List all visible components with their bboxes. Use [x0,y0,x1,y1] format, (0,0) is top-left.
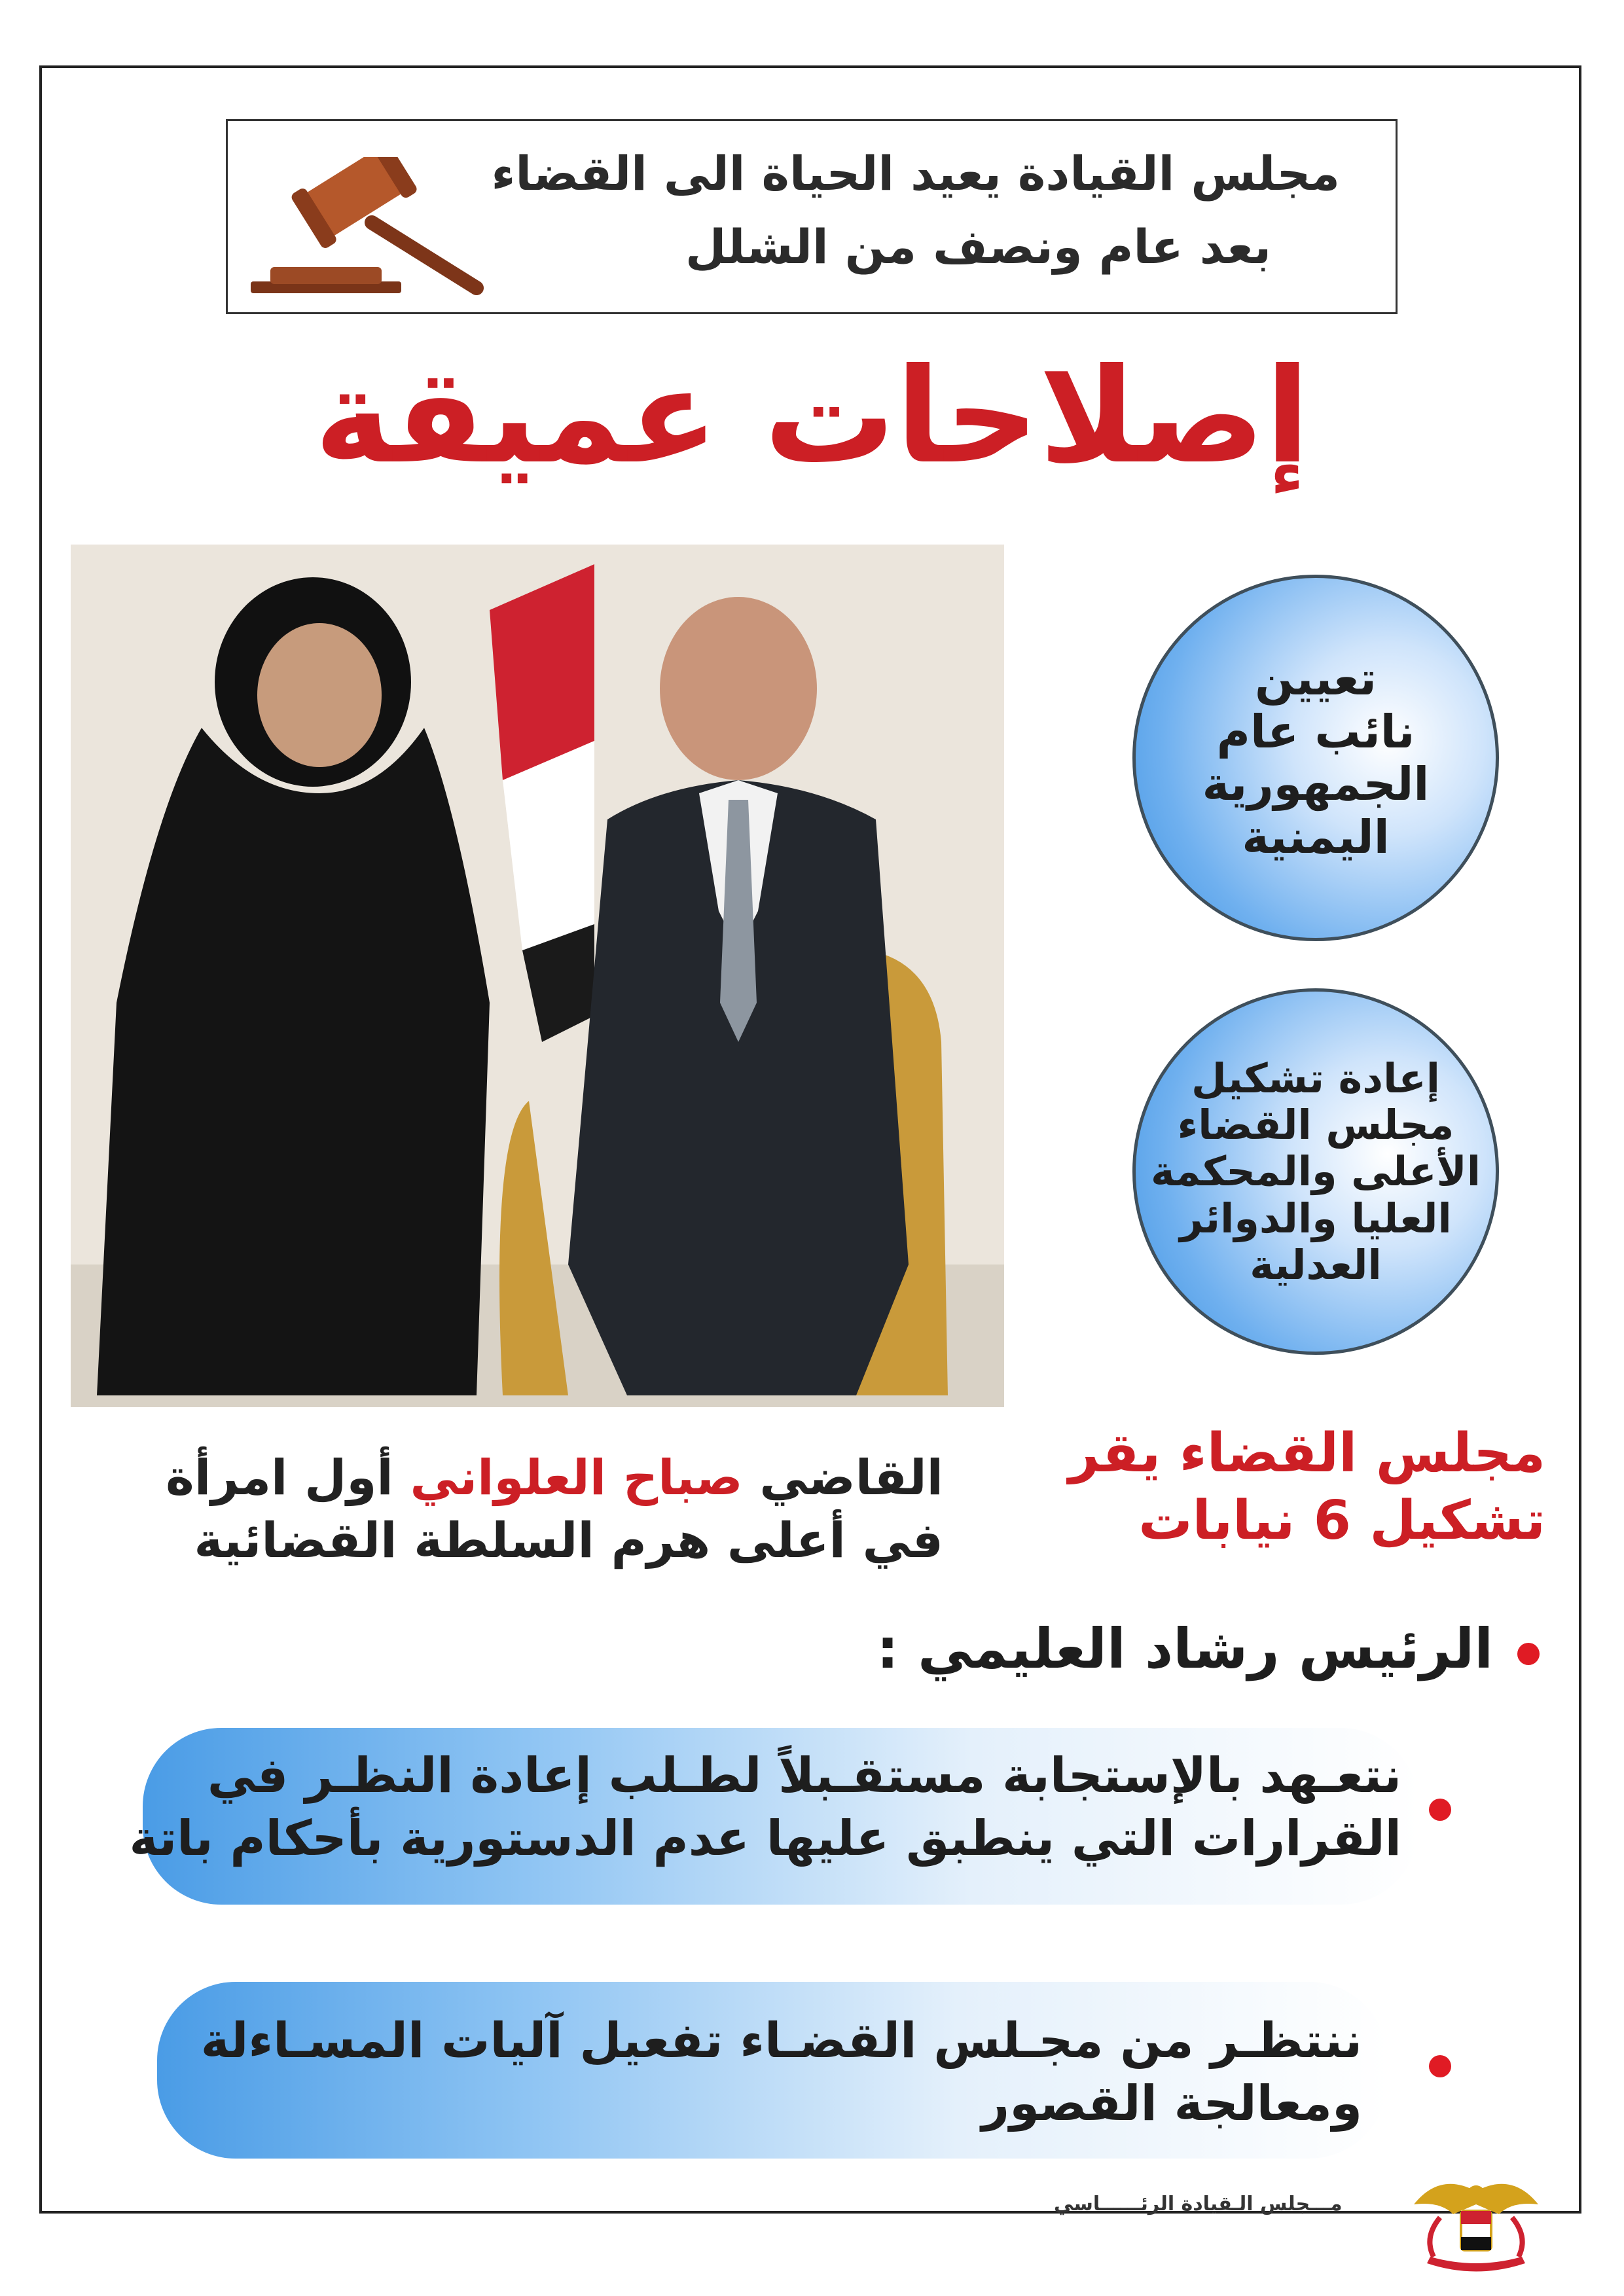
circle2-line: إعادة تشكيل [1191,1054,1440,1102]
header-title-line2: بعد عام ونصف من الشلل [685,219,1271,274]
yemen-emblem-icon [1401,2165,1551,2276]
footer-org-name: مـــجلس الـقيادة الرئــــــاسي [1054,2193,1343,2215]
bullet-icon [1429,2055,1451,2077]
bullet-icon [1429,1799,1451,1821]
circle-restructure-council [1132,988,1499,1355]
statement-1-line2: القرارات التي ينطبق عليها عدم الدستورية بأحكام باتة [129,1810,1401,1867]
bullet-icon [1517,1643,1540,1665]
circle2-line: الأعلى والمحكمة [1151,1147,1481,1196]
circle1-line: نائب عام [1216,704,1415,759]
circle2-line: مجلس القضاء [1177,1101,1454,1149]
official-photo [71,545,1004,1407]
statement-1-text [129,1744,1401,1870]
header-title-line1: مجلس القيادة يعيد الحياة الى القضاء [491,146,1340,201]
judge-prefix: القاضي [759,1450,943,1506]
judge-caption-line2: في أعلى هرم السلطة القضائية [194,1513,943,1570]
council-caption-line2: تشكيل 6 نيابات [1138,1489,1545,1552]
judge-caption [166,1446,943,1572]
circle2-line: العليا والدوائر [1180,1194,1452,1242]
judge-name: صباح العلواني [410,1450,743,1506]
circle-appoint-prosecutor [1132,575,1499,941]
gavel-icon [241,157,503,308]
statement-2-text [201,2009,1362,2135]
circle1-line: تعيين [1255,652,1377,706]
council-caption [1068,1420,1545,1554]
council-caption-line1: مجلس القضاء يقر [1068,1422,1545,1484]
judge-caption-line1 [166,1446,943,1509]
circle1-line: اليمنية [1242,810,1390,864]
circle2-line: العدلية [1250,1240,1382,1289]
president-label: الرئيس رشاد العليمي : [876,1617,1493,1681]
main-title: إصلاحات عميقة [314,340,1310,493]
judge-suffix: أول امرأة [166,1450,393,1506]
header-box [226,119,1398,314]
statement-2-line1: ننتظـر من مجـلس القضـاء تفعيل آليات المسـاءلة [200,2013,1362,2069]
statement-2-line2: ومعالجة القصور [981,2075,1362,2132]
circle1-line: الجمهورية [1202,757,1430,811]
statement-1-line1: نتعـهد بالإستجابة مستقـبلاً لطـلب إعادة النظـر في [207,1748,1401,1804]
